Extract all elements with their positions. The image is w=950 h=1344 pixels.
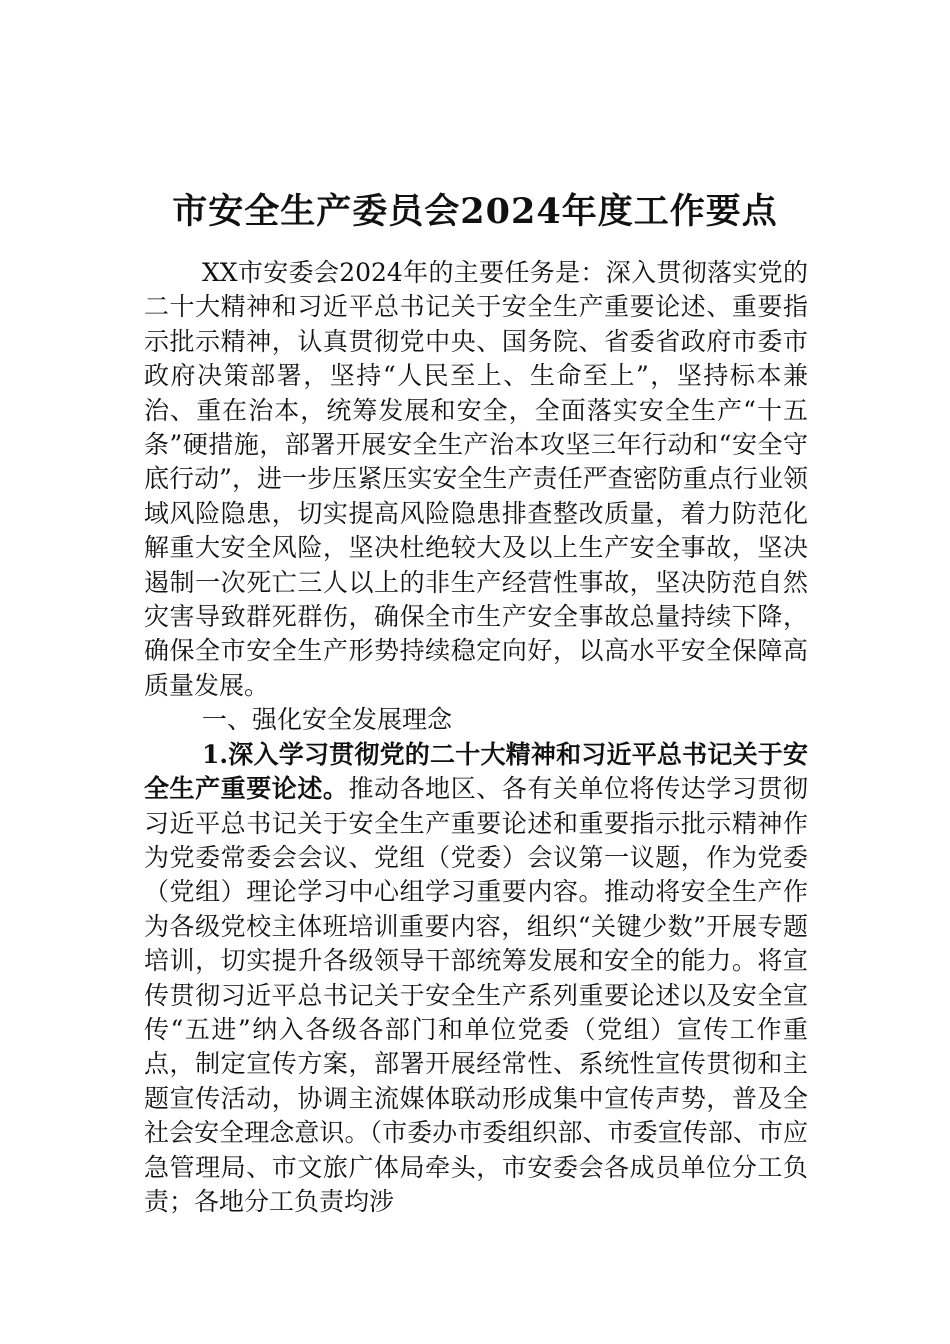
section-heading: 一、强化安全发展理念 bbox=[202, 705, 453, 735]
document-title: 市安全生产委员会2024年度工作要点 bbox=[172, 191, 778, 233]
document-body bbox=[144, 256, 808, 1219]
item-1-paragraph bbox=[144, 738, 808, 1220]
item-1-text: 推动各地区、各有关单位将传达学习贯彻习近平总书记关于安全生产重要论述和重要指示批示精神作为党委常委会会议、党组（党委）会议第一议题，作为党委（党组）理论学习中心组学习重要内容。推动将安全生产作为各级党校主体班培训重要内容，组织“关键少数”开展专题培训，切实提升各级领导干部统筹发展和安全的能力。将宣传贯彻习近平总书记关于安全生产系列重要论述以及安全宣传“五进”纳入各级各部门和单位党委（党组）宣传工作重点，制定宣传方案，部署开展经常性、系统性宣传贯彻和主题宣传活动，协调主流媒体联动形成集中宣传声势，普及全社会安全理念意识。（市委办市委组织部、市委宣传部、市应急管理局、市文旅广体局牵头，市安委会各成员单位分工负责；各地分工负责均涉 bbox=[144, 774, 808, 1216]
intro-paragraph: XX市安委会2024年的主要任务是：深入贯彻落实党的二十大精神和习近平总书记关于安全生产重要论述、重要指示批示精神，认真贯彻党中央、国务院、省委省政府市委市政府决策部署，坚持“人民至上、生命至上”，坚持标本兼治、重在治本，统筹发展和安全，全面落实安全生产“十五条”硬措施，部署开展安全生产治本攻坚三年行动和“安全守底行动”，进一步压紧压实安全生产责任严查密防重点行业领域风险隐患，切实提高风险隐患排查整改质量，着力防范化解重大安全风险，坚决杜绝较大及以上生产安全事故，坚决遏制一次死亡三人以上的非生产经营性事故，坚决防范自然灾害导致群死群伤，确保全市生产安全事故总量持续下降，确保全市安全生产形势持续稳定向好，以高水平安全保障高质量发展。 bbox=[144, 258, 808, 700]
item-1-lead: 1.深入学习贯彻党的二十大精神和习近平总书记关于安全生产重要论述。 bbox=[144, 739, 808, 804]
